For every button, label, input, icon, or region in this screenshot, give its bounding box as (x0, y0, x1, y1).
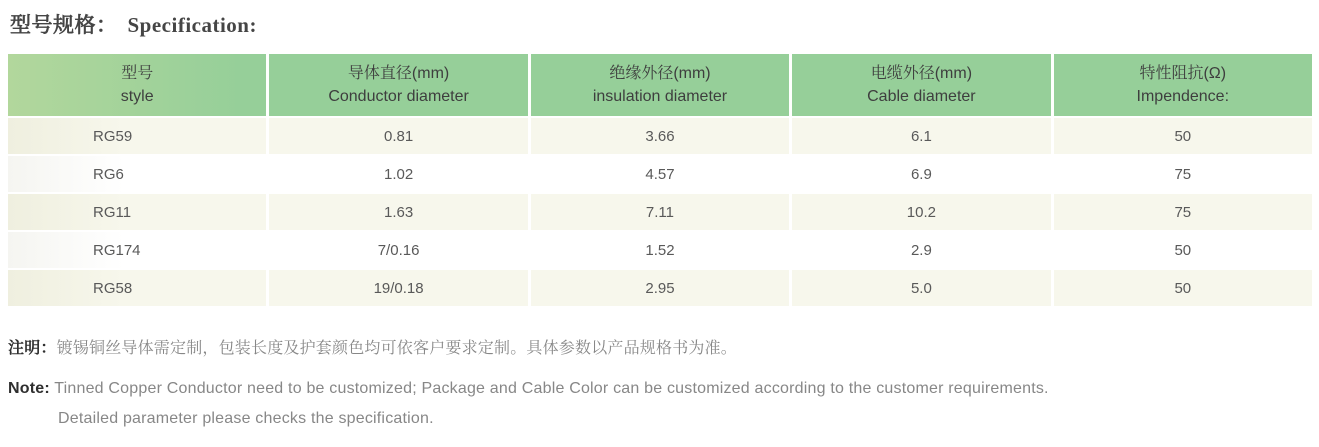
table-cell: 5.0 (792, 270, 1050, 306)
note-en-label: Note: (8, 380, 50, 397)
column-header-en: Conductor diameter (328, 88, 469, 105)
column-header-en: Cable diameter (867, 88, 976, 105)
header-row (8, 54, 1312, 116)
table-cell: 7.11 (531, 194, 789, 230)
spec-table (5, 52, 1315, 308)
note-zh (8, 334, 1319, 364)
note-zh-label: 注明： (8, 340, 57, 357)
table-cell: 1.52 (531, 232, 789, 268)
table-cell: 1.63 (269, 194, 527, 230)
table-cell: 2.95 (531, 270, 789, 306)
note-en-text2: Detailed parameter please checks the specification. (58, 410, 434, 427)
table-cell: 50 (1054, 270, 1312, 306)
column-header (8, 54, 266, 116)
table-cell: 3.66 (531, 118, 789, 154)
cell-style: RG58 (8, 270, 266, 306)
column-header-zh: 型号 (121, 65, 154, 82)
table-cell: 50 (1054, 232, 1312, 268)
column-header-en: insulation diameter (592, 88, 728, 105)
note-en-line2 (58, 404, 1319, 434)
table-row (8, 232, 1312, 268)
table-cell: 4.57 (531, 156, 789, 192)
table-row (8, 270, 1312, 306)
table-cell: 6.1 (792, 118, 1050, 154)
column-header (792, 54, 1050, 116)
table-cell: 50 (1054, 118, 1312, 154)
spec-table-head (8, 54, 1312, 116)
column-header-zh: 特性阻抗(Ω) (1139, 65, 1227, 82)
column-header-zh: 绝缘外径(mm) (609, 65, 711, 82)
page-title-en: Specification: (127, 13, 257, 37)
table-cell: 19/0.18 (269, 270, 527, 306)
table-cell: 7/0.16 (269, 232, 527, 268)
table-row (8, 118, 1312, 154)
table-cell: 2.9 (792, 232, 1050, 268)
note-zh-text: 镀锡铜丝导体需定制，包装长度及护套颜色均可依客户要求定制。具体参数以产品规格书为准。 (56, 340, 738, 357)
column-header-en: Impendence: (1136, 88, 1230, 105)
table-cell: 6.9 (792, 156, 1050, 192)
cell-style: RG59 (8, 118, 266, 154)
column-header-zh: 导体直径(mm) (347, 65, 450, 82)
column-header-en: style (120, 88, 154, 105)
table-row (8, 156, 1312, 192)
cell-style: RG11 (8, 194, 266, 230)
column-header (531, 54, 789, 116)
cell-style: RG174 (8, 232, 266, 268)
note-en-line1 (8, 374, 1319, 404)
table-cell: 0.81 (269, 118, 527, 154)
spec-table-body (8, 118, 1312, 306)
table-row (8, 194, 1312, 230)
column-header (269, 54, 527, 116)
table-cell: 75 (1054, 156, 1312, 192)
table-cell: 1.02 (269, 156, 527, 192)
column-header-zh: 电缆外径(mm) (870, 65, 973, 82)
note-en-text1: Tinned Copper Conductor need to be customized; Package and Cable Color can be customized according to the customer requirements. (54, 380, 1049, 397)
table-cell: 75 (1054, 194, 1312, 230)
column-header (1054, 54, 1312, 116)
notes-section (8, 334, 1319, 434)
page-title-zh: 型号规格： (10, 13, 118, 37)
table-cell: 10.2 (792, 194, 1050, 230)
page-title (10, 9, 1319, 39)
specification-page (0, 9, 1319, 447)
cell-style: RG6 (8, 156, 266, 192)
